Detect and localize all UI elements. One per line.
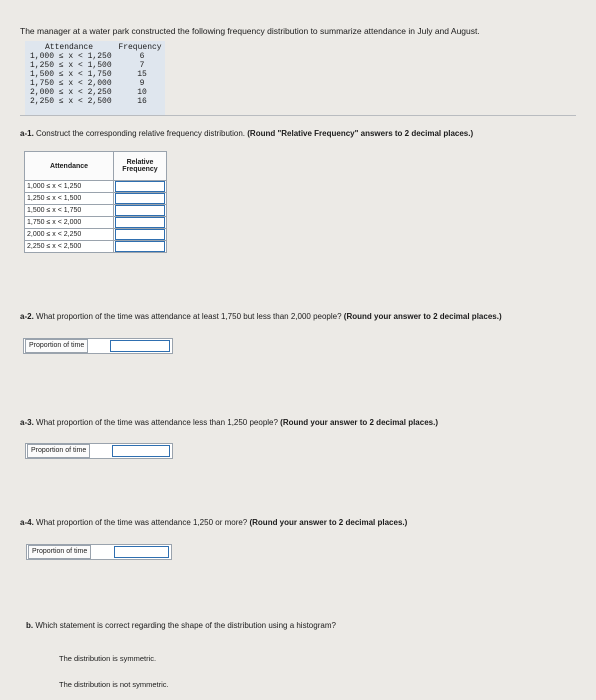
answer-a4 [26,544,172,560]
question-a3 [20,418,438,427]
relative-frequency-input[interactable] [115,205,165,216]
question-a3-label: a-3. [20,418,34,427]
proportion-input[interactable] [110,340,170,352]
option-not-symmetric[interactable]: The distribution is not symmetric. [59,680,169,689]
frequency-value: 7 [139,61,145,70]
frequency-table [25,41,165,115]
frequency-value: 6 [139,52,145,61]
question-b-label: b. [26,621,34,630]
relative-frequency-table [24,151,167,253]
frequency-value: 15 [137,70,147,79]
attendance-range: 2,250 ≤ x < 2,500 [25,241,114,253]
table-row [25,181,167,193]
question-a2 [20,312,502,321]
attendance-range: 1,250 ≤ x < 1,500 [25,193,114,205]
question-a4-text: What proportion of the time was attendance 1,250 or more? [33,518,248,527]
frequency-value: 10 [137,88,147,97]
question-a2-instruction: (Round your answer to 2 decimal places.) [341,312,502,321]
frequency-value: 16 [137,97,147,106]
table-row [25,241,167,253]
attendance-range: 1,500 ≤ x < 1,750 [30,70,112,79]
question-a4 [20,518,407,527]
frequency-value: 9 [139,79,145,88]
relative-frequency-input[interactable] [115,181,165,192]
attendance-range: 1,000 ≤ x < 1,250 [30,52,112,61]
attendance-header: Attendance [45,43,94,52]
relative-frequency-input[interactable] [115,193,165,204]
question-a2-label: a-2. [20,312,34,321]
table-row [25,229,167,241]
frequency-header: Frequency [118,43,162,52]
attendance-range: 1,000 ≤ x < 1,250 [25,181,114,193]
attendance-range: 1,500 ≤ x < 1,750 [25,205,114,217]
relative-frequency-input[interactable] [115,217,165,228]
divider [20,115,576,116]
question-b [26,621,336,630]
answer-a3 [25,443,173,459]
question-a2-text: What proportion of the time was attendance at least 1,750 but less than 2,000 people? [33,312,342,321]
frequency-row [25,98,165,107]
field-label: Proportion of time [28,545,91,559]
relative-frequency-input[interactable] [115,241,165,252]
intro-text: The manager at a water park constructed the following frequency distribution to summarize attendance in July and August. [20,26,480,36]
table-row [25,205,167,217]
table-row [25,217,167,229]
proportion-input[interactable] [114,546,169,558]
question-a1-text: Construct the corresponding relative frequency distribution. [33,129,246,138]
relative-frequency-column-header: Relative Frequency [114,152,167,181]
question-a3-text: What proportion of the time was attendance less than 1,250 people? [33,418,278,427]
question-a3-instruction: (Round your answer to 2 decimal places.) [277,418,438,427]
attendance-range: 1,250 ≤ x < 1,500 [30,61,112,70]
attendance-column-header: Attendance [25,152,114,181]
question-a4-instruction: (Round your answer to 2 decimal places.) [247,518,408,527]
attendance-range: 2,000 ≤ x < 2,250 [25,229,114,241]
question-b-text: Which statement is correct regarding the shape of the distribution using a histogram? [33,621,336,630]
proportion-input[interactable] [112,445,170,457]
answer-a2 [23,338,173,354]
attendance-range: 2,000 ≤ x < 2,250 [30,88,112,97]
attendance-range: 2,250 ≤ x < 2,500 [30,97,112,106]
question-a1-label: a-1. [20,129,34,138]
table-row [25,193,167,205]
field-label: Proportion of time [25,339,88,353]
question-a1-instruction: (Round "Relative Frequency" answers to 2 decimal places.) [245,129,474,138]
question-a1 [20,129,473,138]
option-symmetric[interactable]: The distribution is symmetric. [59,654,157,663]
field-label: Proportion of time [27,444,90,458]
relative-frequency-input[interactable] [115,229,165,240]
attendance-range: 1,750 ≤ x < 2,000 [25,217,114,229]
attendance-range: 1,750 ≤ x < 2,000 [30,79,112,88]
question-a4-label: a-4. [20,518,34,527]
